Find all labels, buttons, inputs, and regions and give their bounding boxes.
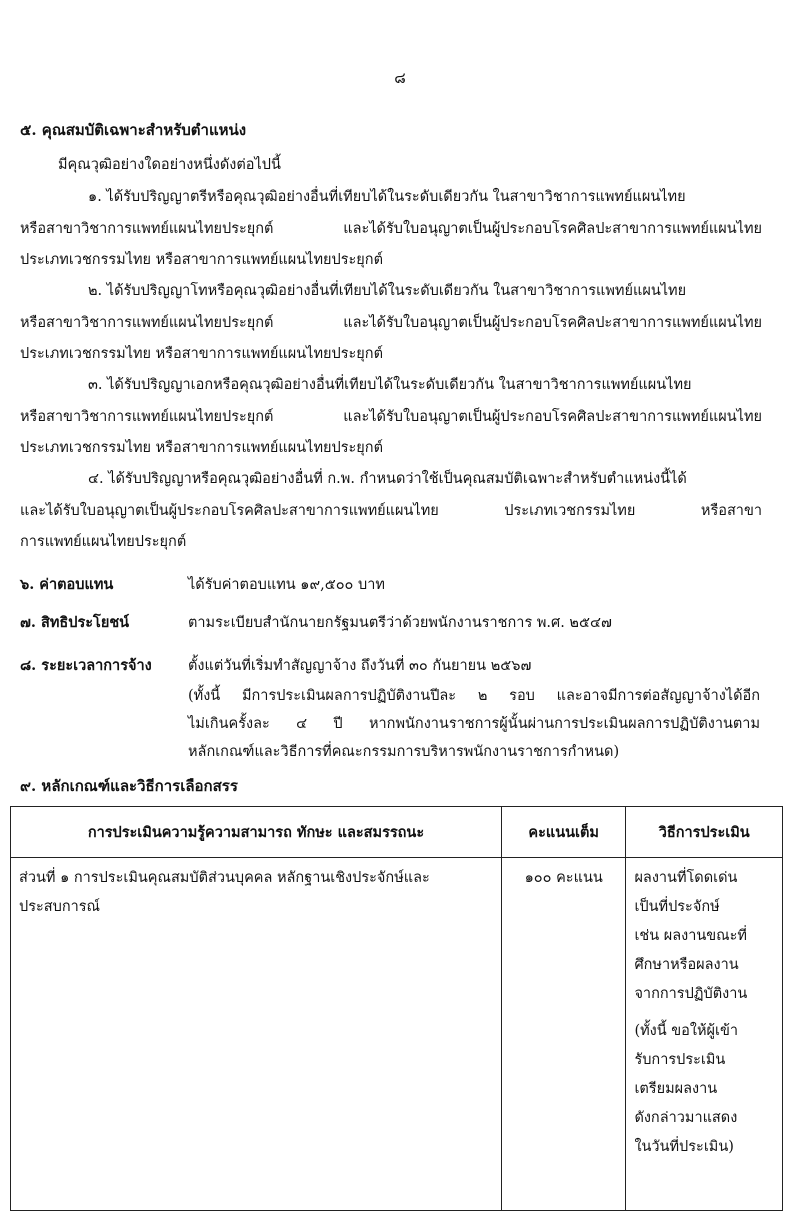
table-row: [11, 858, 783, 1211]
section9-title: ๙. หลักเกณฑ์และวิธีการเลือกสรร: [20, 777, 238, 795]
section5-item4-line3: การแพทย์แผนไทยประยุกต์: [20, 534, 187, 550]
method-line: ศึกษาหรือผลงาน: [634, 957, 739, 973]
method-line: จากการปฏิบัติงาน: [634, 986, 748, 1002]
section7-value: ตามระเบียบสำนักนายกรัฐมนตรีว่าด้วยพนักงานราชการ พ.ศ. ๒๕๔๗: [188, 615, 612, 631]
section5-item2-line1: ๒. ได้รับปริญญาโทหรือคุณวุฒิอย่างอื่นที่เทียบได้ในระดับเดียวกัน ในสาขาวิชาการแพทย์แผนไทย: [88, 283, 687, 299]
section5-title: ๕. คุณสมบัติเฉพาะสำหรับตำแหน่ง: [20, 121, 247, 139]
method-note-line: เตรียมผลงาน: [634, 1081, 718, 1097]
section8-value: ตั้งแต่วันที่เริ่มทำสัญญาจ้าง ถึงวันที่ ๓๐ กันยายน ๒๕๖๗: [188, 658, 532, 674]
section5-item3-line3: ประเภทเวชกรรมไทย หรือสาขาการแพทย์แผนไทยประยุกต์: [20, 440, 384, 456]
section5-item1-line2: หรือสาขาวิชาการแพทย์แผนไทยประยุกต์ และได้รับใบอนุญาตเป็นผู้ประกอบโรคศิลปะสาขาการแพทย์แผนไทย: [20, 221, 762, 237]
section5-intro: มีคุณวุฒิอย่างใดอย่างหนึ่งดังต่อไปนี้: [58, 157, 281, 173]
section5-item3-line1: ๓. ได้รับปริญญาเอกหรือคุณวุฒิอย่างอื่นที่เทียบได้ในระดับเดียวกัน ในสาขาวิชาการแพทย์แผนไทย: [88, 377, 692, 393]
section6-label: ๖. ค่าตอบแทน: [20, 576, 114, 593]
section8-note-line3: หลักเกณฑ์และวิธีการที่คณะกรรมการบริหารพนักงานราชการกำหนด): [188, 744, 620, 760]
criteria-cell: [11, 858, 502, 1211]
method-note-line: รับการประเมิน: [634, 1052, 726, 1068]
method-note-line: (ทั้งนี้ ขอให้ผู้เข้า: [634, 1023, 739, 1039]
section5-item1-line3: ประเภทเวชกรรมไทย หรือสาขาการแพทย์แผนไทยประยุกต์: [20, 252, 384, 268]
method-cell: [626, 858, 783, 1211]
section8-note-line1: (ทั้งนี้ มีการประเมินผลการปฏิบัติงานปีละ ๒ รอบ และอาจมีการต่อสัญญาจ้างได้อีก: [188, 688, 760, 704]
score-cell: ๑๐๐ คะแนน: [501, 858, 626, 1211]
section5-item1-line1: ๑. ได้รับปริญญาตรีหรือคุณวุฒิอย่างอื่นที่เทียบได้ในระดับเดียวกัน ในสาขาวิชาการแพทย์แผนไทย: [88, 189, 686, 205]
section5-item3-line2: หรือสาขาวิชาการแพทย์แผนไทยประยุกต์ และได้รับใบอนุญาตเป็นผู้ประกอบโรคศิลปะสาขาการแพทย์แผนไทย: [20, 409, 762, 425]
section8-note-line2: ไม่เกินครั้งละ ๔ ปี หากพนักงานราชการผู้นั้นผ่านการประเมินผลการปฏิบัติงานตาม: [188, 716, 760, 732]
section5-item4-line2: และได้รับใบอนุญาตเป็นผู้ประกอบโรคศิลปะสาขาการแพทย์แผนไทย ประเภทเวชกรรมไทย หรือสาขา: [20, 503, 762, 519]
method-line: เช่น ผลงานขณะที่: [634, 928, 747, 944]
header-full-score: คะแนนเต็ม: [501, 807, 626, 858]
section6-value: ได้รับค่าตอบแทน ๑๙,๕๐๐ บาท: [188, 577, 385, 593]
section5-item2-line2: หรือสาขาวิชาการแพทย์แผนไทยประยุกต์ และได้รับใบอนุญาตเป็นผู้ประกอบโรคศิลปะสาขาการแพทย์แผนไทย: [20, 315, 762, 331]
table-header-row: [11, 807, 783, 858]
section5-item2-line3: ประเภทเวชกรรมไทย หรือสาขาการแพทย์แผนไทยประยุกต์: [20, 346, 384, 362]
page-number: ๘: [394, 69, 406, 87]
method-note-line: ในวันที่ประเมิน): [634, 1139, 734, 1155]
section7-label: ๗. สิทธิประโยชน์: [20, 614, 130, 631]
criteria-line1: ส่วนที่ ๑ การประเมินคุณสมบัติส่วนบุคคล หลักฐานเชิงประจักษ์และ: [19, 870, 430, 886]
method-line: ผลงานที่โดดเด่น: [634, 870, 738, 886]
header-method: วิธีการประเมิน: [626, 807, 783, 858]
selection-criteria-table: [10, 806, 783, 1211]
section8-label: ๘. ระยะเวลาการจ้าง: [20, 657, 152, 674]
method-line: เป็นที่ประจักษ์: [634, 899, 720, 915]
method-note-line: ดังกล่าวมาแสดง: [634, 1110, 738, 1126]
header-criteria: การประเมินความรู้ความสามารถ ทักษะ และสมรรถนะ: [11, 807, 502, 858]
criteria-line2: ประสบการณ์: [19, 899, 100, 915]
method-note: [634, 1017, 774, 1162]
section5-item4-line1: ๔. ได้รับปริญญาหรือคุณวุฒิอย่างอื่นที่ ก.พ. กำหนดว่าใช้เป็นคุณสมบัติเฉพาะสำหรับตำแหน่งนี้ได้: [88, 471, 687, 487]
